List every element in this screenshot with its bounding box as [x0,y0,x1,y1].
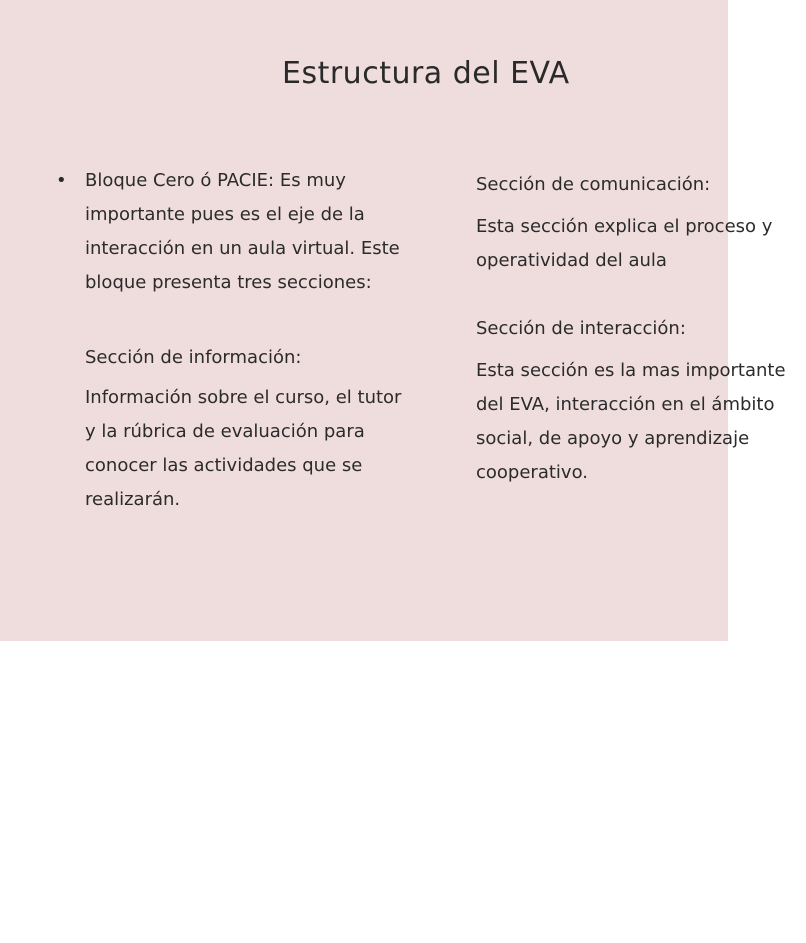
left-column [56,164,406,517]
slide-title: Estructura del EVA [282,56,570,91]
interaction-section [476,312,806,490]
interaction-section-body: Esta sección es la mas importante del EVA, interacción en el ámbito social, de apoyo y aprendizaje cooperativo. [476,360,786,483]
interaction-section-heading: Sección de interacción: [476,318,686,339]
info-section-body: Información sobre el curso, el tutor y la rúbrica de evaluación para conocer las actividades que se realizarán. [85,387,402,510]
bullet-marker: • [56,170,67,191]
info-section-heading: Sección de información: [85,347,302,368]
blank-page-area [0,641,728,943]
comm-section-body: Esta sección explica el proceso y operatividad del aula [476,216,773,271]
comm-section-heading: Sección de comunicación: [476,174,711,195]
bullet-text: Bloque Cero ó PACIE: Es muy importante pues es el eje de la interacción en un aula virtual. Este bloque presenta tres secciones: [85,170,400,293]
right-column [476,168,806,490]
